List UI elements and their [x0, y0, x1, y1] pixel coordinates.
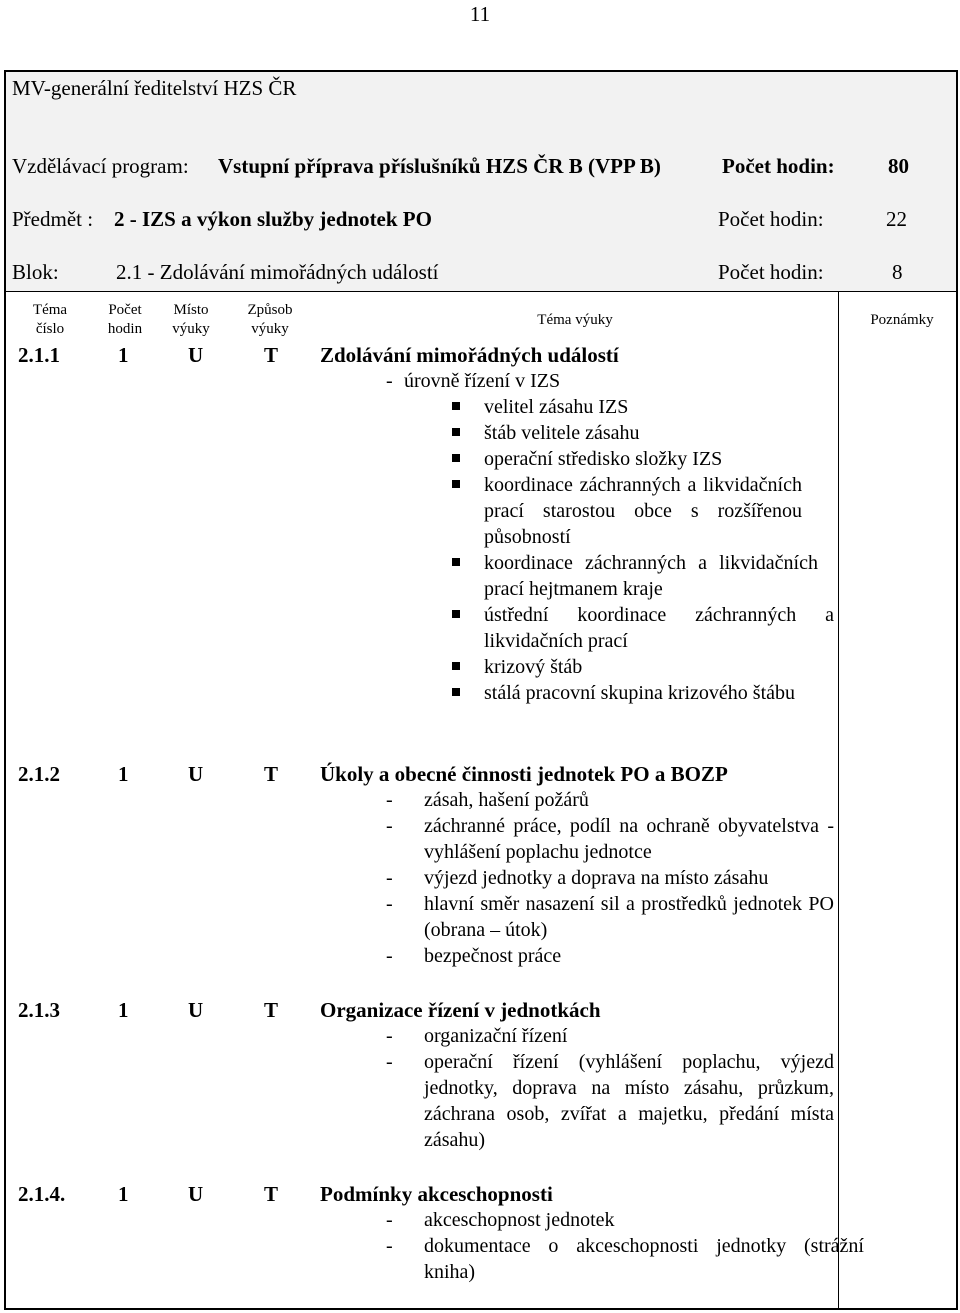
dash-bullet: -: [386, 1051, 393, 1073]
subject-hours-label: Počet hodin:: [718, 207, 824, 231]
topic-number: 2.1.4.: [18, 1182, 66, 1206]
list-item-text: hlavní směr nasazení sil a prostředků jednotek PO (obrana – útok): [424, 893, 834, 941]
col-topic: Téma výuky: [537, 312, 613, 328]
list-item: [320, 550, 818, 602]
list-item: [320, 865, 834, 891]
square-bullet-icon: [452, 688, 460, 696]
dash-bullet: -: [386, 1235, 393, 1257]
topic-items: [320, 368, 834, 706]
topic-hours: 1: [118, 998, 129, 1022]
topic-items: [320, 1023, 834, 1153]
list-item: [320, 420, 834, 446]
list-item: [320, 1049, 834, 1153]
topic-method: T: [264, 998, 279, 1022]
list-item: [320, 1023, 834, 1049]
list-item: [320, 787, 834, 813]
topic-title: Podmínky akceschopnosti: [320, 1182, 553, 1206]
program-hours: 80: [888, 154, 909, 178]
topic-title: Zdolávání mimořádných událostí: [320, 343, 619, 367]
topic-place: U: [188, 1182, 204, 1206]
square-bullet-icon: [452, 558, 460, 566]
syllabus-table: [4, 70, 958, 1310]
topic-number: 2.1.3: [18, 998, 60, 1022]
block-hours: 8: [892, 260, 903, 284]
list-item-text: stálá pracovní skupina krizového štábu: [484, 682, 796, 704]
program-label: Vzdělávací program:: [12, 154, 189, 178]
dash-bullet: -: [386, 815, 393, 837]
topic-method: T: [264, 1182, 279, 1206]
dash-bullet: -: [386, 370, 393, 392]
dash-bullet: -: [386, 1025, 393, 1047]
topic-method: T: [264, 343, 279, 367]
block-hours-label: Počet hodin:: [718, 260, 824, 284]
page-number: 11: [469, 2, 491, 26]
dash-bullet: -: [386, 789, 393, 811]
list-item-text: akceschopnost jednotek: [424, 1209, 615, 1231]
topic-hours: 1: [118, 343, 129, 367]
list-item: [320, 943, 834, 969]
list-item: [320, 394, 834, 420]
topic-items: [320, 1207, 864, 1285]
list-item-text: operační řízení (vyhlášení poplachu, výjezd jednotky, doprava na místo zásahu, průzkum, záchrana osob, zvířat a majetku, předání místa zásahu): [424, 1051, 834, 1151]
list-item: [320, 446, 834, 472]
list-item-text: velitel zásahu IZS: [484, 396, 629, 418]
topic-number: 2.1.1: [18, 343, 60, 367]
dash-bullet: -: [386, 945, 393, 967]
topic-place: U: [188, 343, 204, 367]
organization: MV-generální ředitelství HZS ČR: [12, 76, 297, 100]
list-item-text: dokumentace o akceschopnosti jednotky (strážní kniha): [424, 1235, 864, 1283]
topic-items: [320, 787, 834, 969]
dash-bullet: -: [386, 893, 393, 915]
square-bullet-icon: [452, 454, 460, 462]
list-item: [320, 654, 834, 680]
col-notes: Poznámky: [870, 312, 934, 328]
dash-bullet: -: [386, 867, 393, 889]
list-item-text: operační středisko složky IZS: [484, 448, 723, 470]
list-item-text: výjezd jednotky a doprava na místo zásahu: [424, 867, 769, 889]
dash-bullet: -: [386, 1209, 393, 1231]
col-hours: Počet hodin: [107, 302, 143, 337]
list-item: [320, 1207, 834, 1233]
topic-hours: 1: [118, 1182, 129, 1206]
block-label: Blok:: [12, 260, 59, 284]
list-item-text: bezpečnost práce: [424, 945, 562, 967]
subject-hours: 22: [886, 207, 907, 231]
subject-name: 2 - IZS a výkon služby jednotek PO: [114, 207, 432, 231]
subject-label: Předmět :: [12, 207, 94, 231]
list-item: [320, 368, 834, 394]
topic-title: Organizace řízení v jednotkách: [320, 998, 601, 1022]
square-bullet-icon: [452, 428, 460, 436]
list-item-text: organizační řízení: [424, 1025, 568, 1047]
list-item-text: krizový štáb: [484, 656, 583, 678]
list-item: [320, 891, 834, 943]
list-item-text: zásah, hašení požárů: [424, 789, 589, 811]
block-name: 2.1 - Zdolávání mimořádných událostí: [116, 260, 439, 284]
notes-column-divider: [838, 292, 839, 1308]
list-item: [320, 602, 834, 654]
square-bullet-icon: [452, 480, 460, 488]
topic-method: T: [264, 762, 279, 786]
col-topic-no: Téma číslo: [32, 302, 68, 337]
list-item: [320, 1233, 864, 1285]
list-item: [320, 472, 802, 550]
list-item-text: koordinace záchranných a likvidačních prací hejtmanem kraje: [484, 552, 818, 600]
program-name: Vstupní příprava příslušníků HZS ČR B (VPP B): [218, 154, 661, 178]
list-item: [320, 680, 798, 706]
topic-place: U: [188, 998, 204, 1022]
topic-title: Úkoly a obecné činnosti jednotek PO a BOZP: [320, 762, 728, 786]
list-item: [320, 813, 834, 865]
square-bullet-icon: [452, 662, 460, 670]
topic-hours: 1: [118, 762, 129, 786]
list-item-text: štáb velitele zásahu: [484, 422, 640, 444]
topic-place: U: [188, 762, 204, 786]
list-item-text: koordinace záchranných a likvidačních prací starostou obce s rozšířenou působností: [484, 474, 802, 548]
topic-number: 2.1.2: [18, 762, 60, 786]
list-item-text: záchranné práce, podíl na ochraně obyvatelstva - vyhlášení poplachu jednotce: [424, 815, 834, 863]
col-place: Místo výuky: [172, 302, 210, 337]
square-bullet-icon: [452, 402, 460, 410]
col-method: Způsob výuky: [247, 302, 293, 337]
header-divider: [6, 291, 956, 292]
square-bullet-icon: [452, 610, 460, 618]
program-hours-label: Počet hodin:: [722, 154, 835, 178]
list-item-text: ústřední koordinace záchranných a likvidačních prací: [484, 604, 834, 652]
table-header: [6, 72, 956, 291]
list-item-text: úrovně řízení v IZS: [404, 370, 561, 392]
